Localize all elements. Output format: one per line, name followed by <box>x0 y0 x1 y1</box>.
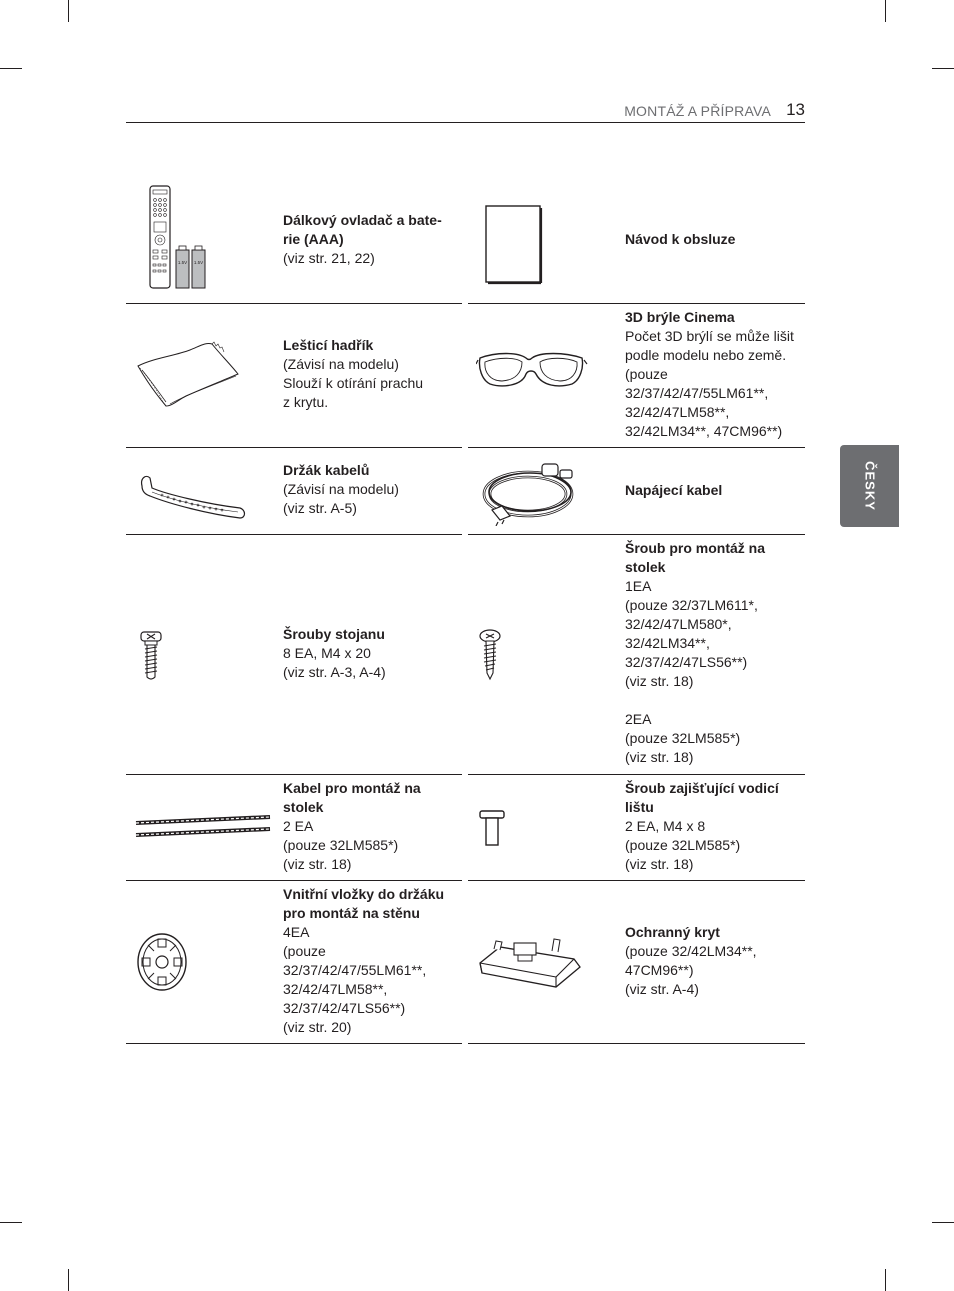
item-text <box>283 779 458 874</box>
item-cell <box>468 775 805 880</box>
language-tab-label: ČESKY <box>862 461 877 511</box>
section-title: MONTÁŽ A PŘÍPRAVA <box>624 103 771 119</box>
item-cell <box>126 881 462 1043</box>
row-divider <box>126 1043 462 1044</box>
crop-mark <box>0 68 22 69</box>
item-cell <box>468 535 805 774</box>
item-text <box>283 885 458 1037</box>
item-cell <box>468 448 805 534</box>
remote-control-icon <box>146 184 216 292</box>
item-title: Lešticí hadřík <box>283 337 374 353</box>
battery-label: 1.5V <box>193 260 204 265</box>
item-description: 2 EA (pouze 32LM585*) (viz str. 18) <box>283 818 399 872</box>
item-cell <box>126 304 462 447</box>
crop-mark <box>932 68 954 69</box>
item-description: (Závisí na modelu) Slouží k otírání prachu z krytu. <box>283 356 424 410</box>
power-cord-icon <box>480 460 580 526</box>
stand-screw-icon <box>140 631 162 681</box>
guide-rail-screw-icon <box>478 809 506 847</box>
battery-label: 1.5V <box>177 260 188 265</box>
item-description: 1EA (pouze 32/37LM611*, 32/42/47LM580*, 32/42LM34**, 32/37/42/47LS56**) (viz str. 18) 2EA (pouze 32LM585*) (viz str. 18) <box>625 578 758 765</box>
item-cell <box>126 775 462 880</box>
item-text <box>625 230 803 249</box>
item-description: (pouze 32/42LM34**, 47CM96**) (viz str. A-4) <box>625 943 757 997</box>
item-title: Návod k obsluze <box>625 231 736 247</box>
item-text <box>283 211 458 268</box>
item-description: (viz str. 21, 22) <box>283 250 375 266</box>
item-text <box>283 336 458 412</box>
item-text <box>283 625 458 682</box>
row-divider <box>468 1043 805 1044</box>
item-title: Šroub zajišťující vodicí lištu <box>625 780 779 815</box>
item-description: Počet 3D brýlí se může lišit podle modelu nebo země. (pouze 32/37/42/47/55LM61**, 32/42/47LM58**, 32/42LM34**, 47CM96**) <box>625 328 794 439</box>
crop-mark <box>885 0 886 22</box>
item-title: 3D brýle Cinema <box>625 309 735 325</box>
polishing-cloth-icon <box>134 340 244 410</box>
wall-mount-spacer-icon <box>136 931 188 993</box>
item-description: 2 EA, M4 x 8 (pouze 32LM585*) (viz str. 18) <box>625 818 741 872</box>
item-title: Napájecí kabel <box>625 482 723 498</box>
language-tab <box>840 445 899 527</box>
item-text <box>625 779 803 874</box>
item-text <box>625 923 803 999</box>
item-title: Šroub pro montáž na stolek <box>625 540 765 575</box>
crop-mark <box>68 0 69 22</box>
item-description: 4EA (pouze 32/37/42/47/55LM61**, 32/42/47LM58**, 32/37/42/47LS56**) (viz str. 20) <box>283 924 427 1035</box>
item-cell <box>126 160 462 303</box>
page-header <box>126 100 805 123</box>
manual-icon <box>482 204 544 286</box>
item-cell <box>468 304 805 447</box>
item-title: Držák kabelů <box>283 462 370 478</box>
crop-mark <box>932 1222 954 1223</box>
item-text <box>283 461 458 518</box>
item-title: Šrouby stojanu <box>283 626 385 642</box>
item-title: Ochranný kryt <box>625 924 720 940</box>
crop-mark <box>68 1269 69 1291</box>
item-text <box>625 539 803 767</box>
item-title: Dálkový ovladač a bate- rie (AAA) <box>283 212 442 247</box>
page-number: 13 <box>786 100 805 119</box>
protective-cover-icon <box>476 933 584 991</box>
item-description: 8 EA, M4 x 20 (viz str. A-3, A-4) <box>283 645 386 680</box>
cable-holder-icon <box>136 468 248 520</box>
crop-mark <box>0 1222 22 1223</box>
3d-glasses-icon <box>476 348 588 392</box>
item-cell <box>468 881 805 1043</box>
item-cell <box>126 448 462 534</box>
item-title: Kabel pro montáž na stolek <box>283 780 421 815</box>
crop-mark <box>885 1269 886 1291</box>
desk-mount-cable-icon <box>134 813 272 839</box>
item-text <box>625 481 803 500</box>
item-text <box>625 308 803 441</box>
item-title: Vnitřní vložky do držáku pro montáž na stěnu <box>283 886 445 921</box>
item-cell <box>468 160 805 303</box>
desk-mount-screw-icon <box>478 629 502 681</box>
item-description: (Závisí na modelu) (viz str. A-5) <box>283 481 399 516</box>
item-cell <box>126 535 462 774</box>
